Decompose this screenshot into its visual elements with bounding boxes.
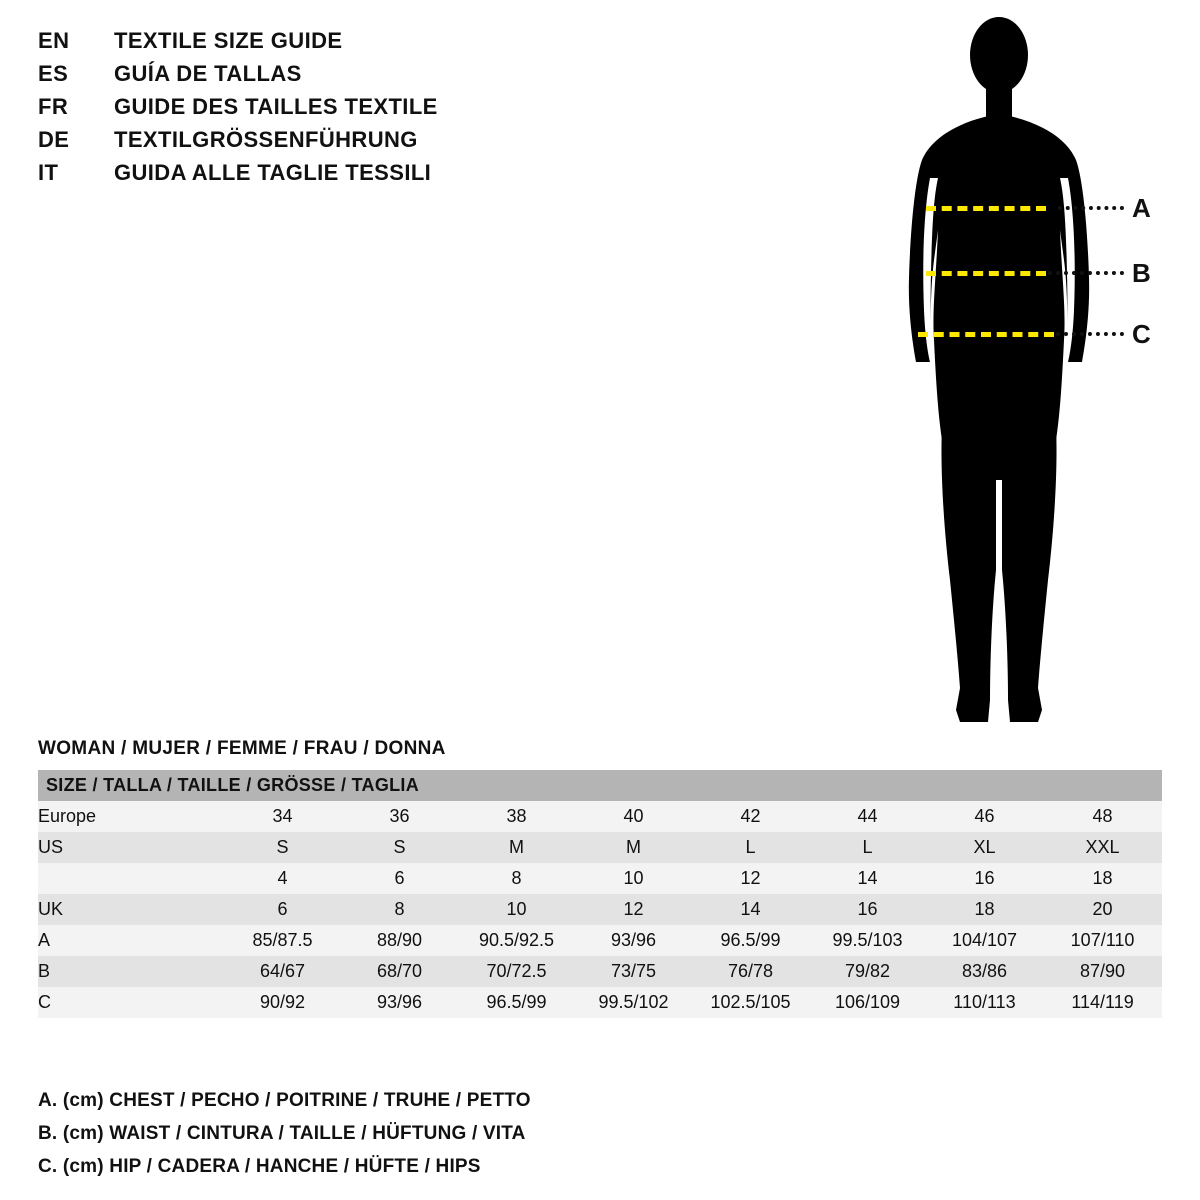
waist-measure-line	[926, 271, 1046, 276]
cell: 64/67	[224, 956, 341, 987]
language-code-es: ES	[38, 61, 69, 86]
title-row	[38, 160, 598, 190]
row-label-b: B	[38, 956, 224, 987]
cell: M	[575, 832, 692, 863]
cell: 6	[224, 894, 341, 925]
cell: 14	[809, 863, 926, 894]
hip-measure-line	[918, 332, 1054, 337]
cell: 104/107	[926, 925, 1043, 956]
cell: 12	[692, 863, 809, 894]
cell: 99.5/102	[575, 987, 692, 1018]
table-row	[38, 925, 1162, 956]
table-row	[38, 894, 1162, 925]
cell: 16	[926, 863, 1043, 894]
table-header-row	[38, 770, 1162, 801]
table-row	[38, 832, 1162, 863]
cell: 20	[1043, 894, 1162, 925]
cell: 36	[341, 801, 458, 832]
chest-leader-line	[1058, 206, 1124, 210]
waist-leader-line	[1048, 271, 1124, 275]
row-label-us-numeric	[38, 863, 224, 894]
measure-label-c: C	[1132, 319, 1151, 349]
row-label-c: C	[38, 987, 224, 1018]
cell: 110/113	[926, 987, 1043, 1018]
cell: S	[341, 832, 458, 863]
title-block	[38, 28, 598, 193]
table-row	[38, 987, 1162, 1018]
cell: 106/109	[809, 987, 926, 1018]
table-header-label: SIZE / TALLA / TAILLE / GRÖSSE / TAGLIA	[38, 770, 1162, 801]
legend-line-a: A. (cm) CHEST / PECHO / POITRINE / TRUHE / PETTO	[38, 1090, 531, 1111]
cell: 34	[224, 801, 341, 832]
cell: 42	[692, 801, 809, 832]
cell: 73/75	[575, 956, 692, 987]
cell: 8	[341, 894, 458, 925]
chest-measure-line	[926, 206, 1046, 211]
cell: 10	[458, 894, 575, 925]
language-code-it: IT	[38, 160, 59, 185]
row-label-europe: Europe	[38, 801, 224, 832]
title-row	[38, 94, 598, 124]
cell: XXL	[1043, 832, 1162, 863]
section-heading: WOMAN / MUJER / FEMME / FRAU / DONNA	[38, 738, 446, 759]
cell: 4	[224, 863, 341, 894]
language-code-fr: FR	[38, 94, 69, 119]
cell: 48	[1043, 801, 1162, 832]
language-code-de: DE	[38, 127, 70, 152]
cell: 18	[926, 894, 1043, 925]
cell: 87/90	[1043, 956, 1162, 987]
cell: 88/90	[341, 925, 458, 956]
cell: 44	[809, 801, 926, 832]
title-text-de: TEXTILGRÖSSENFÜHRUNG	[114, 127, 418, 152]
measure-label-b: B	[1132, 258, 1151, 288]
language-code-en: EN	[38, 28, 70, 53]
cell: 114/119	[1043, 987, 1162, 1018]
title-row	[38, 61, 598, 91]
hip-leader-line	[1056, 332, 1124, 336]
cell: M	[458, 832, 575, 863]
cell: 38	[458, 801, 575, 832]
title-text-es: GUÍA DE TALLAS	[114, 61, 302, 86]
cell: 79/82	[809, 956, 926, 987]
measure-label-a: A	[1132, 193, 1151, 223]
table-row	[38, 863, 1162, 894]
title-row	[38, 127, 598, 157]
legend-line-b: B. (cm) WAIST / CINTURA / TAILLE / HÜFTUNG / VITA	[38, 1123, 526, 1144]
size-table-section	[38, 738, 1162, 1018]
cell: 16	[809, 894, 926, 925]
cell: 93/96	[575, 925, 692, 956]
cell: 14	[692, 894, 809, 925]
cell: 12	[575, 894, 692, 925]
cell: 76/78	[692, 956, 809, 987]
cell: 6	[341, 863, 458, 894]
title-row	[38, 28, 598, 58]
cell: S	[224, 832, 341, 863]
cell: 102.5/105	[692, 987, 809, 1018]
cell: 93/96	[341, 987, 458, 1018]
row-label-uk: UK	[38, 894, 224, 925]
cell: XL	[926, 832, 1043, 863]
table-row	[38, 956, 1162, 987]
female-body-figure	[860, 10, 1190, 740]
cell: 107/110	[1043, 925, 1162, 956]
size-table	[38, 770, 1162, 1018]
cell: 8	[458, 863, 575, 894]
title-text-fr: GUIDE DES TAILLES TEXTILE	[114, 94, 438, 119]
cell: L	[692, 832, 809, 863]
cell: 40	[575, 801, 692, 832]
cell: 85/87.5	[224, 925, 341, 956]
cell: 68/70	[341, 956, 458, 987]
measurement-legend	[38, 1090, 938, 1189]
cell: 96.5/99	[692, 925, 809, 956]
cell: 99.5/103	[809, 925, 926, 956]
title-text-en: TEXTILE SIZE GUIDE	[114, 28, 343, 53]
cell: L	[809, 832, 926, 863]
cell: 90.5/92.5	[458, 925, 575, 956]
cell: 18	[1043, 863, 1162, 894]
row-label-a: A	[38, 925, 224, 956]
cell: 83/86	[926, 956, 1043, 987]
legend-line-c: C. (cm) HIP / CADERA / HANCHE / HÜFTE / HIPS	[38, 1156, 481, 1177]
table-row	[38, 801, 1162, 832]
cell: 46	[926, 801, 1043, 832]
cell: 90/92	[224, 987, 341, 1018]
cell: 10	[575, 863, 692, 894]
cell: 96.5/99	[458, 987, 575, 1018]
row-label-us: US	[38, 832, 224, 863]
body-silhouette-icon	[860, 10, 1190, 740]
title-text-it: GUIDA ALLE TAGLIE TESSILI	[114, 160, 432, 185]
cell: 70/72.5	[458, 956, 575, 987]
